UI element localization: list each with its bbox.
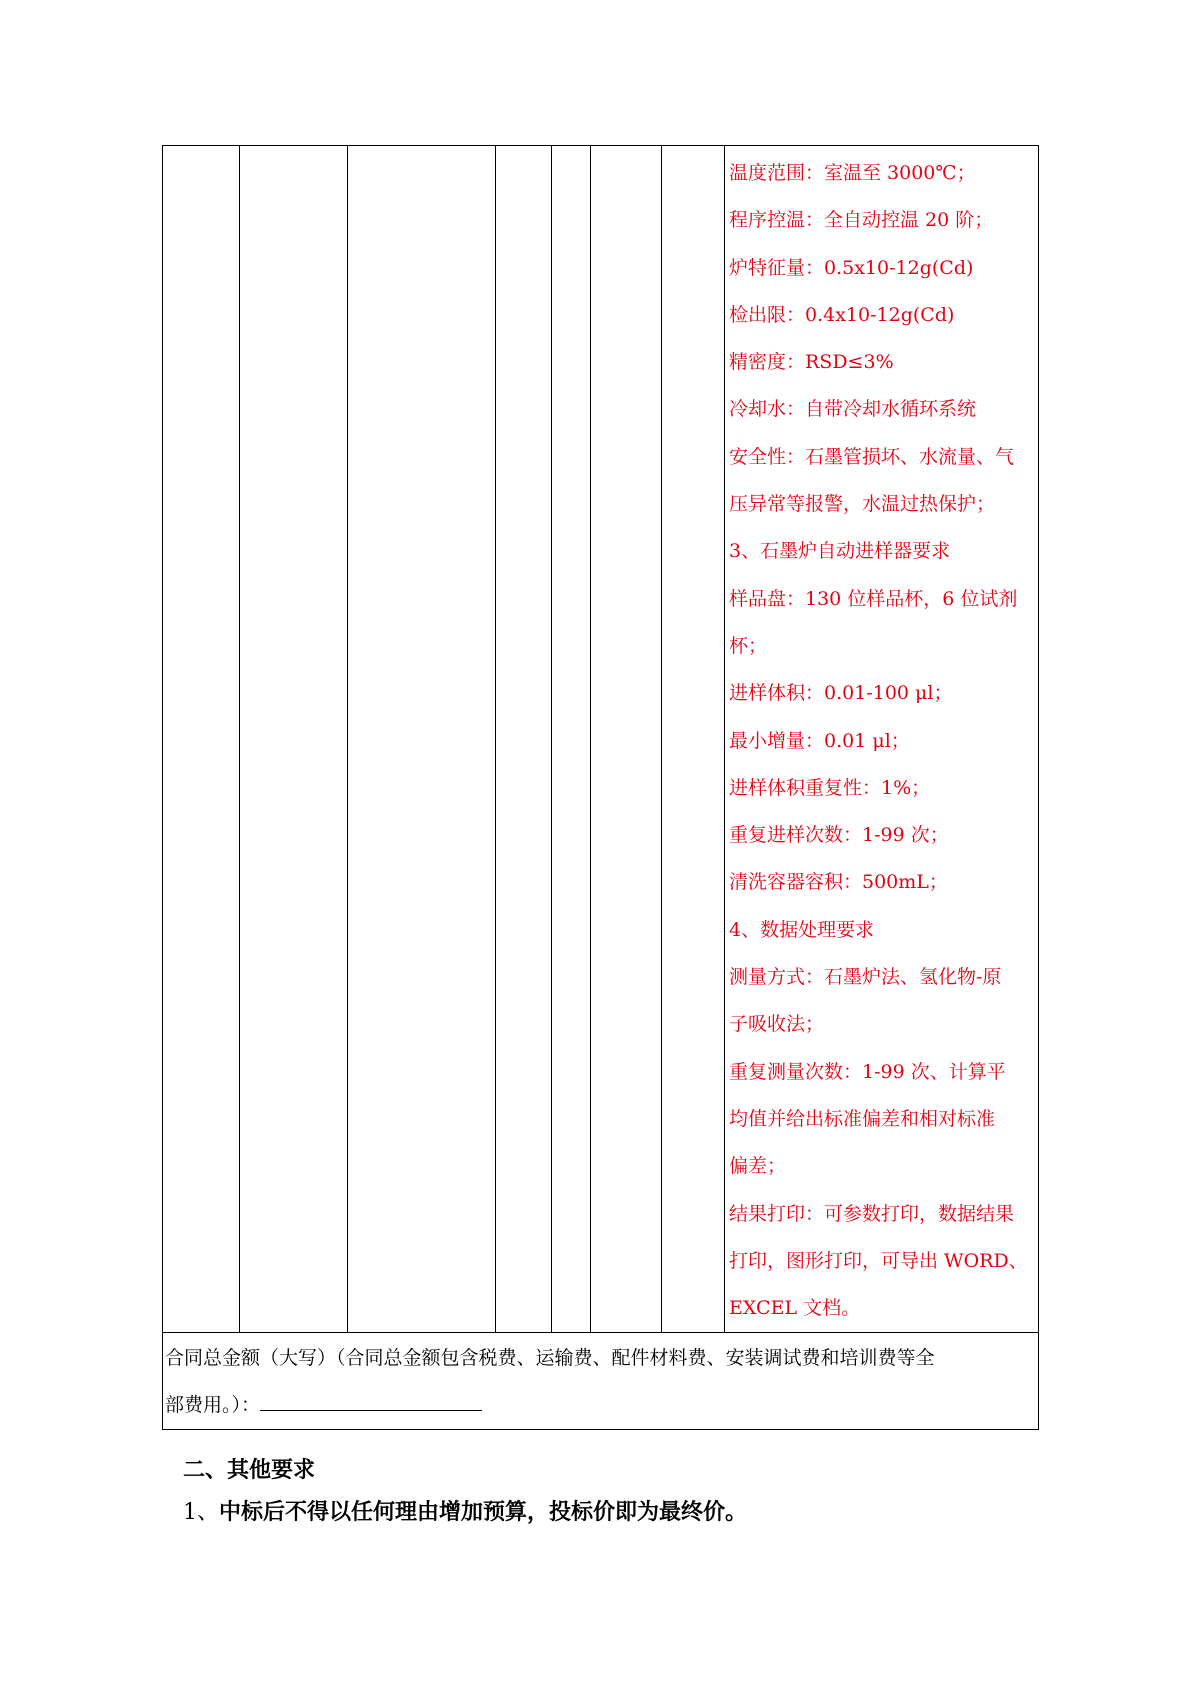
spec-line: 打印，图形打印，可导出 WORD、 [729,1249,1028,1272]
spec-row [163,146,1039,1333]
spec-line: 精密度：RSD≤3% [729,351,894,374]
spec-line: 均值并给出标准偏差和相对标准 [729,1107,996,1130]
spec-line: 压异常等报警，水温过热保护； [729,493,996,516]
spec-line: 4、数据处理要求 [729,918,875,941]
empty-cell [163,146,240,1333]
spec-line: 安全性：石墨管损坏、水流量、气 [729,445,1015,468]
empty-cell [552,146,591,1333]
spec-line: 样品盘：130 位样品杯，6 位试剂 [729,587,1018,610]
spec-line: 重复进样次数：1-99 次； [729,824,949,847]
spec-line: 检出限：0.4x10-12g(Cd) [729,303,955,326]
total-amount-blank [260,1390,482,1411]
requirement-number: 1、 [183,1500,219,1525]
total-cell [163,1333,1039,1430]
spec-line: 结果打印：可参数打印，数据结果 [729,1202,1015,1225]
total-amount-label: 合同总金额（大写）（合同总金额包含税费、运输费、配件材料费、安装调试费和培训费等全 [165,1347,935,1370]
total-row [163,1333,1039,1430]
section-title: 二、其他要求 [183,1457,316,1483]
spec-table [162,145,1039,1430]
requirement-item [183,1494,747,1531]
spec-line: 最小增量：0.01 μl； [729,729,910,752]
spec-line: 重复测量次数：1-99 次、计算平 [729,1060,1006,1083]
spec-line: 冷却水：自带冷却水循环系统 [729,398,977,421]
spec-line: 进样体积重复性：1%； [729,776,931,799]
spec-line: 进样体积：0.01-100 μl； [729,682,953,705]
spec-line: 清洗容器容积：500mL； [729,871,948,894]
empty-cell [496,146,552,1333]
spec-line: 杯； [729,634,768,657]
spec-line: 3、石墨炉自动进样器要求 [729,540,951,563]
spec-cell [725,146,1039,1333]
total-amount-label-end: 部费用。）： [165,1394,261,1417]
spec-line: EXCEL 文档。 [729,1297,861,1320]
spec-line: 程序控温：全自动控温 20 阶； [729,209,994,232]
empty-cell [348,146,496,1333]
empty-cell [240,146,348,1333]
empty-cell [662,146,725,1333]
spec-line: 偏差； [729,1155,787,1178]
spec-line: 测量方式：石墨炉法、氢化物-原 [729,966,1002,989]
empty-cell [591,146,662,1333]
spec-line: 炉特征量：0.5x10-12g(Cd) [729,256,974,279]
requirement-text: 中标后不得以任何理由增加预算，投标价即为最终价。 [219,1499,748,1525]
spec-line: 子吸收法； [729,1013,825,1036]
spec-line: 温度范围：室温至 3000℃； [729,162,976,184]
